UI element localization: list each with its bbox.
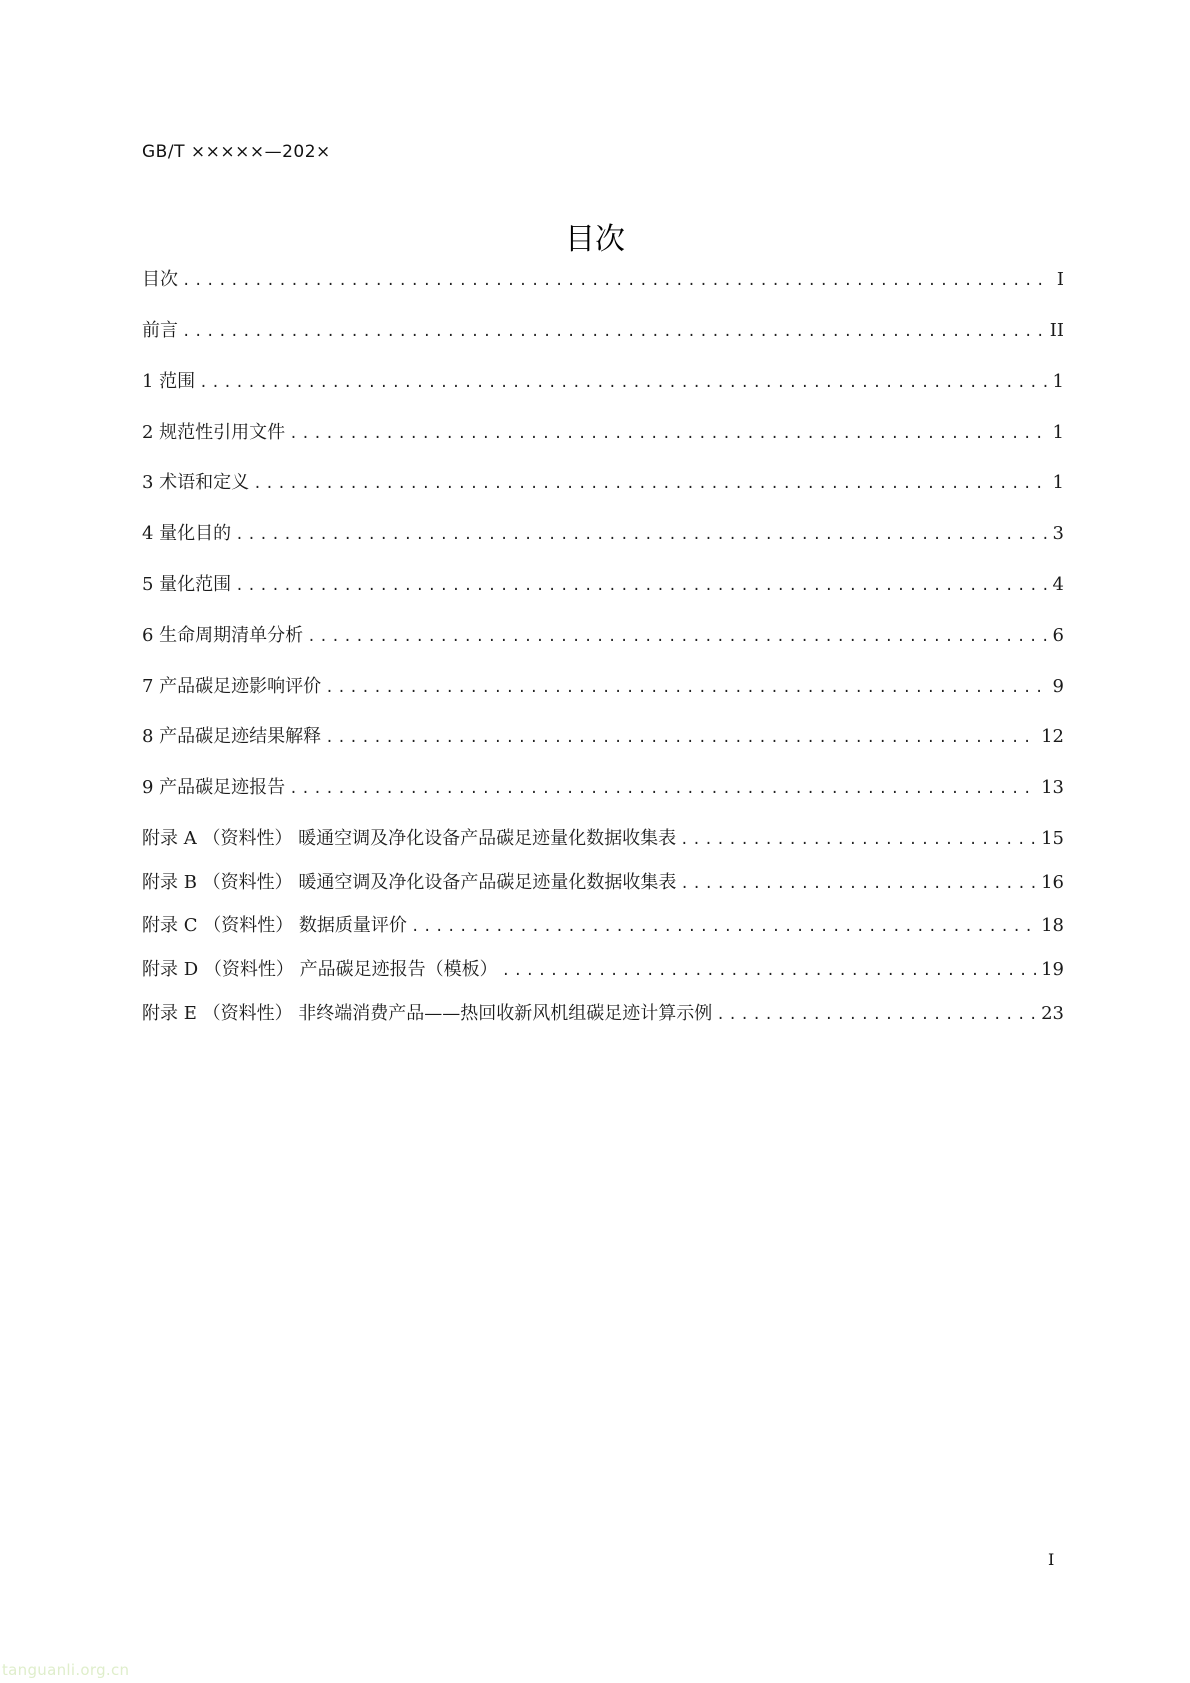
toc-dot-leader: [307, 624, 1048, 650]
toc-title: 目次: [565, 222, 625, 257]
toc-entry-page: 12: [1041, 726, 1064, 747]
toc-dot-leader: [502, 958, 1037, 984]
toc-entry-page: I: [1056, 269, 1064, 290]
toc-entry-page: 19: [1041, 959, 1064, 980]
toc-entry-lifecycle-inventory[interactable]: [142, 623, 1064, 649]
toc-dot-leader: [289, 776, 1037, 802]
toc-entry-label: 8 产品碳足迹结果解释: [142, 726, 322, 747]
toc-entry-terms-definitions[interactable]: [142, 470, 1064, 496]
toc-entry-label: 2 规范性引用文件: [142, 422, 286, 443]
toc-entry-page: 1: [1052, 371, 1064, 392]
toc-dot-leader: [182, 319, 1046, 345]
toc-dot-leader: [235, 573, 1048, 599]
toc-entry-contents[interactable]: [142, 267, 1064, 293]
toc-entry-annex-c[interactable]: [142, 913, 1064, 939]
toc-entry-foreword[interactable]: [142, 318, 1064, 344]
toc-entry-page: 4: [1052, 574, 1064, 595]
toc-dot-leader: [716, 1002, 1037, 1028]
toc-entry-annex-b[interactable]: [142, 870, 1064, 896]
toc-dot-leader: [680, 827, 1037, 853]
toc-entry-label: 6 生命周期清单分析: [142, 625, 304, 646]
toc-entry-label: 5 量化范围: [142, 574, 232, 595]
toc-entry-page: 18: [1041, 915, 1064, 936]
toc-entry-label: 附录 D （资料性） 产品碳足迹报告（模板）: [142, 959, 498, 980]
watermark: tanguanli.org.cn: [2, 1661, 130, 1679]
toc-entry-label: 附录 B （资料性） 暖通空调及净化设备产品碳足迹量化数据收集表: [142, 872, 677, 893]
toc-dot-leader: [182, 268, 1050, 294]
toc-entry-label: 附录 E （资料性） 非终端消费产品——热回收新风机组碳足迹计算示例: [142, 1003, 713, 1024]
toc-entry-normative-references[interactable]: [142, 420, 1064, 446]
toc-dot-leader: [199, 370, 1048, 396]
toc-entry-annex-a[interactable]: [142, 826, 1064, 852]
toc-entry-label: 4 量化目的: [142, 523, 232, 544]
toc-entry-label: 附录 C （资料性） 数据质量评价: [142, 915, 407, 936]
toc-entry-report[interactable]: [142, 775, 1064, 801]
toc-entry-label: 3 术语和定义: [142, 472, 250, 493]
toc-entry-label: 目次: [142, 269, 178, 290]
page-number: I: [1048, 1550, 1055, 1569]
toc-entry-page: 13: [1041, 777, 1064, 798]
toc-entry-page: 15: [1041, 828, 1064, 849]
toc-entry-page: 16: [1041, 872, 1064, 893]
toc-entry-scope[interactable]: [142, 369, 1064, 395]
toc-entry-interpretation[interactable]: [142, 724, 1064, 750]
toc-dot-leader: [325, 675, 1048, 701]
toc-entry-quantification-goal[interactable]: [142, 521, 1064, 547]
toc-entry-page: 1: [1052, 472, 1064, 493]
toc-entry-label: 附录 A （资料性） 暖通空调及净化设备产品碳足迹量化数据收集表: [142, 828, 677, 849]
toc-entry-label: 9 产品碳足迹报告: [142, 777, 286, 798]
toc-entry-label: 1 范围: [142, 371, 196, 392]
toc-entry-page: 3: [1052, 523, 1064, 544]
toc-entry-quantification-scope[interactable]: [142, 572, 1064, 598]
toc-dot-leader: [325, 725, 1037, 751]
toc-entry-label: 7 产品碳足迹影响评价: [142, 676, 322, 697]
toc-entry-page: 9: [1052, 676, 1064, 697]
toc-entry-page: 23: [1041, 1003, 1064, 1024]
toc-entry-impact-assessment[interactable]: [142, 674, 1064, 700]
toc-dot-leader: [411, 914, 1037, 940]
toc-entry-page: 6: [1052, 625, 1064, 646]
toc-dot-leader: [235, 522, 1048, 548]
toc-dot-leader: [680, 871, 1037, 897]
toc-entry-annex-d[interactable]: [142, 957, 1064, 983]
toc-dot-leader: [253, 471, 1048, 497]
toc-entry-page: 1: [1052, 422, 1064, 443]
toc-entry-annex-e[interactable]: [142, 1001, 1064, 1027]
toc-entry-page: II: [1049, 320, 1064, 341]
toc-dot-leader: [289, 421, 1048, 447]
toc-entry-label: 前言: [142, 320, 178, 341]
standard-code: GB/T ×××××—202×: [142, 142, 331, 162]
